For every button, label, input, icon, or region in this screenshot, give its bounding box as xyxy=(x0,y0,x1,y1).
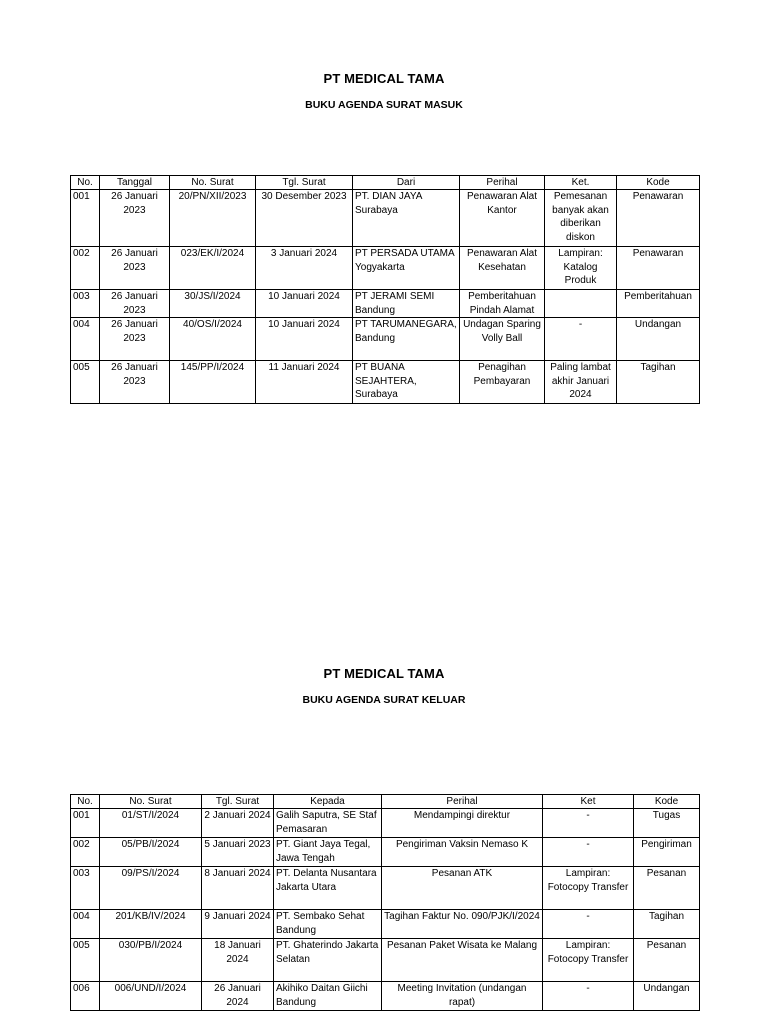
table-cell: Penawaran Alat Kantor xyxy=(460,190,545,247)
table-cell: Galih Saputra, SE Staf Pemasaran xyxy=(274,809,382,838)
table-cell: 001 xyxy=(71,190,100,247)
table-cell: Penawaran Alat Kesehatan xyxy=(460,247,545,290)
surat-masuk-table xyxy=(70,175,700,404)
table-cell: 20/PN/XII/2023 xyxy=(170,190,256,247)
table-cell: 26 Januari 2023 xyxy=(100,290,170,318)
table-cell: Pemesanan banyak akan diberikan diskon xyxy=(545,190,617,247)
table-cell: Tugas xyxy=(634,809,700,838)
table-row xyxy=(71,247,700,290)
table-cell: 005 xyxy=(71,939,100,982)
table-cell: 30/JS/I/2024 xyxy=(170,290,256,318)
table-cell: - xyxy=(543,910,634,939)
table-cell: Pemberitahuan Pindah Alamat xyxy=(460,290,545,318)
table-cell: - xyxy=(545,318,617,361)
column-header: Kepada xyxy=(274,795,382,809)
table-cell: Penagihan Pembayaran xyxy=(460,361,545,404)
table-row xyxy=(71,361,700,404)
table-cell: PT. Delanta Nusantara Jakarta Utara xyxy=(274,867,382,910)
table-header-row xyxy=(71,795,700,809)
column-header: No. xyxy=(71,176,100,190)
table-cell: 5 Januari 2023 xyxy=(202,838,274,867)
company-title-keluar: PT MEDICAL TAMA xyxy=(323,666,445,681)
table-cell: PT BUANA SEJAHTERA, Surabaya xyxy=(353,361,460,404)
table-cell: Pengiriman Vaksin Nemaso K xyxy=(382,838,543,867)
agenda-subtitle-masuk: BUKU AGENDA SURAT MASUK xyxy=(305,99,463,111)
table-cell: Lampiran: Fotocopy Transfer xyxy=(543,939,634,982)
table-cell: 145/PP/I/2024 xyxy=(170,361,256,404)
table-cell: 8 Januari 2024 xyxy=(202,867,274,910)
table-cell: - xyxy=(543,809,634,838)
table-cell: Undagan Sparing Volly Ball xyxy=(460,318,545,361)
table-cell: Tagihan xyxy=(634,910,700,939)
table-row xyxy=(71,939,700,982)
table-cell: Mendampingi direktur xyxy=(382,809,543,838)
table-cell: Pesanan ATK xyxy=(382,867,543,910)
table-row xyxy=(71,867,700,910)
table-row xyxy=(71,290,700,318)
table-cell: 002 xyxy=(71,247,100,290)
column-header: No. Surat xyxy=(100,795,202,809)
table-cell: 002 xyxy=(71,838,100,867)
table-row xyxy=(71,190,700,247)
table-cell: 26 Januari 2023 xyxy=(100,318,170,361)
table-cell: 9 Januari 2024 xyxy=(202,910,274,939)
table-cell: Lampiran: Katalog Produk xyxy=(545,247,617,290)
table-cell: 004 xyxy=(71,910,100,939)
table-header-row xyxy=(71,176,700,190)
table-cell: - xyxy=(543,982,634,1011)
table-cell: 26 Januari 2023 xyxy=(100,361,170,404)
column-header: Ket. xyxy=(545,176,617,190)
table-row xyxy=(71,910,700,939)
table-cell: Undangan xyxy=(634,982,700,1011)
column-header: Dari xyxy=(353,176,460,190)
table-cell: Penawaran xyxy=(617,247,700,290)
table-cell: 01/ST/I/2024 xyxy=(100,809,202,838)
table-row xyxy=(71,809,700,838)
table-cell: Paling lambat akhir Januari 2024 xyxy=(545,361,617,404)
table-row xyxy=(71,318,700,361)
table-cell: 18 Januari 2024 xyxy=(202,939,274,982)
table-cell: PT TARUMANEGARA, Bandung xyxy=(353,318,460,361)
table-cell: 09/PS/I/2024 xyxy=(100,867,202,910)
table-cell: PT. DIAN JAYA Surabaya xyxy=(353,190,460,247)
table-cell xyxy=(545,290,617,318)
table-cell: Tagihan Faktur No. 090/PJK/I/2024 xyxy=(382,910,543,939)
table-cell: 40/OS/I/2024 xyxy=(170,318,256,361)
table-cell: 003 xyxy=(71,867,100,910)
table-cell: Penawaran xyxy=(617,190,700,247)
column-header: Kode xyxy=(634,795,700,809)
table-cell: 003 xyxy=(71,290,100,318)
table-cell: 030/PB/I/2024 xyxy=(100,939,202,982)
table-cell: 10 Januari 2024 xyxy=(256,318,353,361)
column-header: Perihal xyxy=(460,176,545,190)
table-cell: 001 xyxy=(71,809,100,838)
surat-keluar-table xyxy=(70,794,700,1011)
company-title-masuk: PT MEDICAL TAMA xyxy=(323,71,445,86)
table-cell: Lampiran: Fotocopy Transfer xyxy=(543,867,634,910)
table-cell: 26 Januari 2023 xyxy=(100,190,170,247)
table-cell: PT PERSADA UTAMA Yogyakarta xyxy=(353,247,460,290)
table-cell: 10 Januari 2024 xyxy=(256,290,353,318)
table-cell: 005 xyxy=(71,361,100,404)
column-header: Perihal xyxy=(382,795,543,809)
table-cell: - xyxy=(543,838,634,867)
table-cell: Tagihan xyxy=(617,361,700,404)
table-cell: 26 Januari 2024 xyxy=(202,982,274,1011)
table-cell: 201/KB/IV/2024 xyxy=(100,910,202,939)
table-cell: 006/UND/I/2024 xyxy=(100,982,202,1011)
table-cell: 006 xyxy=(71,982,100,1011)
table-cell: 3 Januari 2024 xyxy=(256,247,353,290)
table-cell: Pemberitahuan xyxy=(617,290,700,318)
table-row xyxy=(71,838,700,867)
column-header: Tgl. Surat xyxy=(256,176,353,190)
column-header: Tgl. Surat xyxy=(202,795,274,809)
table-row xyxy=(71,982,700,1011)
column-header: Kode xyxy=(617,176,700,190)
table-cell: 11 Januari 2024 xyxy=(256,361,353,404)
table-cell: 023/EK/I/2024 xyxy=(170,247,256,290)
table-cell: PT JERAMI SEMI Bandung xyxy=(353,290,460,318)
table-cell: Undangan xyxy=(617,318,700,361)
column-header: No. Surat xyxy=(170,176,256,190)
table-cell: PT. Sembako Sehat Bandung xyxy=(274,910,382,939)
column-header: No. xyxy=(71,795,100,809)
table-cell: 26 Januari 2023 xyxy=(100,247,170,290)
table-cell: Pesanan xyxy=(634,867,700,910)
table-cell: PT. Ghaterindo Jakarta Selatan xyxy=(274,939,382,982)
table-cell: Meeting Invitation (undangan rapat) xyxy=(382,982,543,1011)
table-cell: Akihiko Daitan Giichi Bandung xyxy=(274,982,382,1011)
table-cell: 004 xyxy=(71,318,100,361)
table-cell: 05/PB/I/2024 xyxy=(100,838,202,867)
table-cell: Pesanan xyxy=(634,939,700,982)
table-cell: Pesanan Paket Wisata ke Malang xyxy=(382,939,543,982)
table-cell: 2 Januari 2024 xyxy=(202,809,274,838)
column-header: Ket xyxy=(543,795,634,809)
table-cell: PT. Giant Jaya Tegal, Jawa Tengah xyxy=(274,838,382,867)
table-cell: Pengiriman xyxy=(634,838,700,867)
column-header: Tanggal xyxy=(100,176,170,190)
table-cell: 30 Desember 2023 xyxy=(256,190,353,247)
agenda-subtitle-keluar: BUKU AGENDA SURAT KELUAR xyxy=(302,694,466,706)
